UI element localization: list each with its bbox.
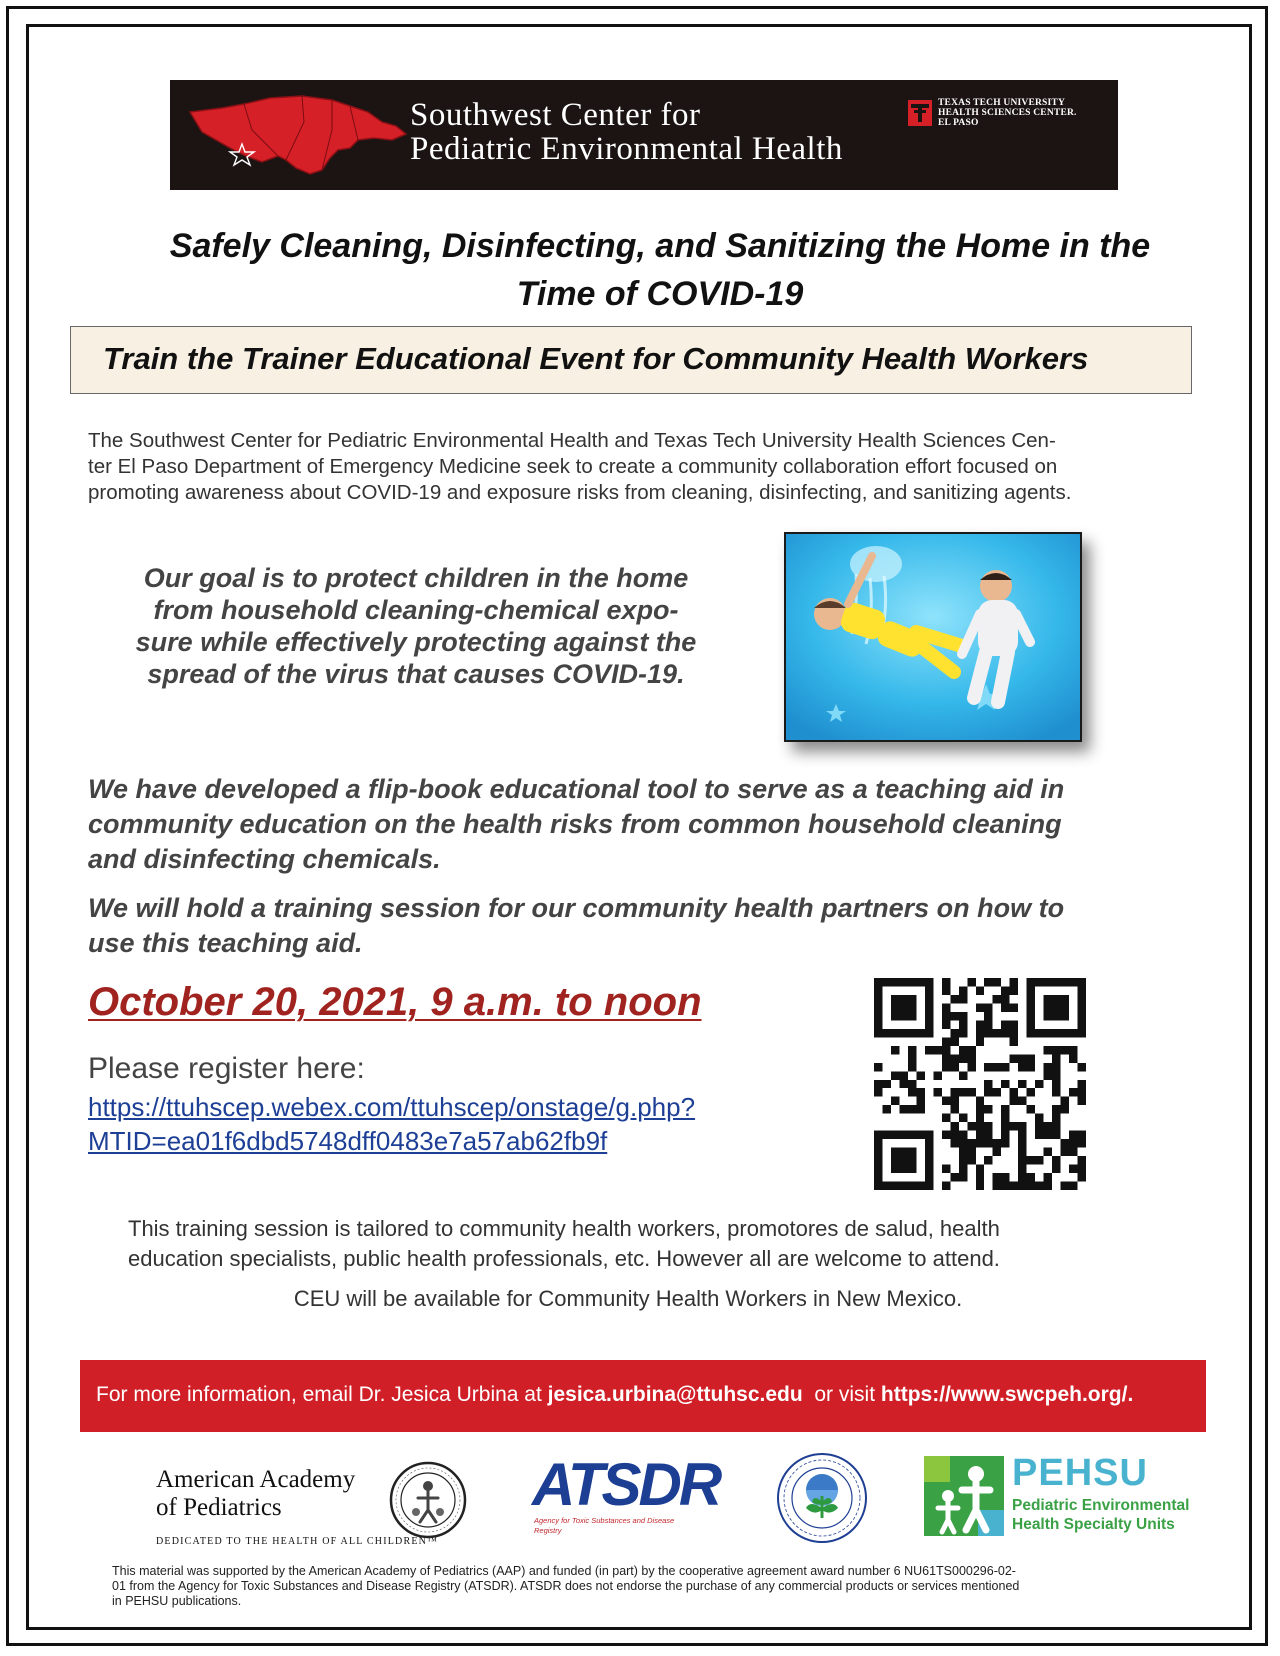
- qr-module: [993, 1029, 1001, 1037]
- qr-module: [933, 1071, 941, 1079]
- qr-module: [950, 1063, 958, 1071]
- banner-title-line: Pediatric Environmental Health: [410, 131, 843, 167]
- qr-module: [1010, 1122, 1018, 1130]
- qr-module: [950, 1054, 958, 1062]
- qr-module: [1044, 1182, 1052, 1190]
- qr-module: [899, 1071, 907, 1079]
- qr-module: [1078, 1165, 1086, 1173]
- qr-module: [942, 1131, 950, 1139]
- qr-module: [984, 1105, 992, 1113]
- southwest-map-icon: [182, 90, 412, 180]
- qr-module: [1044, 1046, 1052, 1054]
- qr-module: [950, 1012, 958, 1020]
- qr-module: [1044, 1063, 1052, 1071]
- qr-module: [1010, 986, 1018, 994]
- intro-paragraph: [88, 428, 1208, 506]
- pehsu-subtitle: [1012, 1496, 1189, 1534]
- qr-module: [984, 1122, 992, 1130]
- qr-module: [1078, 1063, 1086, 1071]
- qr-module: [1001, 1029, 1009, 1037]
- funding-footnote: [112, 1564, 1192, 1609]
- qr-module: [1078, 1139, 1086, 1147]
- goal-statement: [96, 562, 736, 690]
- qr-module: [1010, 1182, 1018, 1190]
- qr-module: [1061, 1105, 1069, 1113]
- qr-module: [1018, 1131, 1026, 1139]
- audience-line: This training session is tailored to community health workers, promotores de salud, health: [128, 1216, 1000, 1241]
- qr-module: [942, 1097, 950, 1105]
- qr-module: [950, 1088, 958, 1096]
- qr-module: [959, 1139, 967, 1147]
- subtitle: Train the Trainer Educational Event for Community Health Workers: [103, 341, 1089, 376]
- qr-module: [1001, 1114, 1009, 1122]
- qr-module: [1061, 1182, 1069, 1190]
- flipbook-paragraph: [88, 772, 1208, 877]
- qr-module: [984, 978, 992, 986]
- qr-module: [942, 1046, 950, 1054]
- qr-module: [1027, 1173, 1035, 1181]
- qr-module: [874, 1080, 882, 1088]
- qr-module: [1001, 1020, 1009, 1028]
- qr-module: [967, 1046, 975, 1054]
- pehsu-subtitle-line: Health Specialty Units: [1012, 1516, 1175, 1533]
- qr-module: [993, 1088, 1001, 1096]
- registration-link[interactable]: [88, 1090, 695, 1158]
- qr-module: [891, 995, 916, 1020]
- qr-module: [967, 1139, 975, 1147]
- qr-module: [1052, 1165, 1060, 1173]
- banner-title: [410, 98, 843, 166]
- qr-module: [984, 1131, 992, 1139]
- qr-module: [1010, 1097, 1018, 1105]
- qr-module: [1018, 1173, 1026, 1181]
- qr-module: [1001, 1105, 1009, 1113]
- qr-module: [933, 1046, 941, 1054]
- qr-module: [942, 1003, 950, 1011]
- qr-module: [976, 1131, 984, 1139]
- qr-module: [976, 1122, 984, 1130]
- qr-module: [891, 1071, 899, 1079]
- qr-module: [950, 1173, 958, 1181]
- qr-module: [908, 1105, 916, 1113]
- ttu-text: [938, 98, 1077, 128]
- flipbook-line: community education on the health risks from common household cleaning: [88, 809, 1062, 839]
- qr-module: [882, 1105, 890, 1113]
- qr-module: [993, 1173, 1001, 1181]
- qr-module: [1052, 1080, 1060, 1088]
- qr-code[interactable]: [874, 978, 1086, 1190]
- qr-module: [1078, 1088, 1086, 1096]
- qr-module: [925, 1046, 933, 1054]
- qr-module: [1044, 1122, 1052, 1130]
- qr-module: [1001, 1182, 1009, 1190]
- qr-module: [950, 1037, 958, 1045]
- qr-module: [1027, 1054, 1035, 1062]
- intro-line: The Southwest Center for Pediatric Environmental Health and Texas Tech University Health Sciences Cen-: [88, 429, 1056, 452]
- qr-module: [891, 1097, 899, 1105]
- qr-module: [1078, 1156, 1086, 1164]
- qr-module: [959, 1088, 967, 1096]
- qr-module: [942, 1182, 950, 1190]
- qr-module: [984, 1139, 992, 1147]
- qr-module: [1069, 1148, 1077, 1156]
- qr-module: [874, 1063, 882, 1071]
- qr-module: [1052, 1071, 1060, 1079]
- qr-module: [950, 1105, 958, 1113]
- qr-module: [1078, 1080, 1086, 1088]
- qr-module: [976, 1097, 984, 1105]
- qr-module: [1001, 986, 1009, 994]
- pehsu-logo: [924, 1452, 1190, 1540]
- qr-module: [874, 1088, 882, 1096]
- register-label: Please register here:: [88, 1052, 365, 1085]
- qr-module: [1035, 1156, 1043, 1164]
- qr-module: [959, 1114, 967, 1122]
- qr-module: [1010, 1003, 1018, 1011]
- qr-module: [1061, 1148, 1069, 1156]
- subtitle-box: [70, 326, 1192, 394]
- qr-module: [984, 1012, 992, 1020]
- qr-module: [950, 1097, 958, 1105]
- qr-module: [1010, 1020, 1018, 1028]
- header-banner: [170, 80, 1118, 190]
- flipbook-line: We have developed a flip-book educational tool to serve as a teaching aid in: [88, 774, 1065, 804]
- qr-module: [1001, 1063, 1009, 1071]
- qr-module: [993, 978, 1001, 986]
- qr-module: [976, 1165, 984, 1173]
- qr-module: [1027, 1182, 1035, 1190]
- qr-module: [1078, 1097, 1086, 1105]
- qr-module: [967, 1054, 975, 1062]
- qr-module: [1018, 1122, 1026, 1130]
- intro-line: ter El Paso Department of Emergency Medicine seek to create a community collaboration effort focused on: [88, 455, 1058, 478]
- pehsu-subtitle-line: Pediatric Environmental: [1012, 1497, 1190, 1514]
- ttu-line: EL PASO: [938, 118, 979, 128]
- intro-line: promoting awareness about COVID-19 and exposure risks from cleaning, disinfecting, and sanitizing agents.: [88, 481, 1072, 504]
- qr-module: [1078, 1173, 1086, 1181]
- qr-module: [1035, 1080, 1043, 1088]
- qr-module: [1001, 1173, 1009, 1181]
- qr-module: [882, 1080, 890, 1088]
- qr-module: [916, 1071, 924, 1079]
- qr-module: [984, 1003, 992, 1011]
- qr-module: [1069, 1131, 1077, 1139]
- qr-module: [993, 995, 1001, 1003]
- qr-module: [993, 1148, 1001, 1156]
- qr-module: [976, 1173, 984, 1181]
- qr-module: [942, 1037, 950, 1045]
- atsdr-name: ATSDR: [532, 1451, 720, 1518]
- qr-module: [1044, 1173, 1052, 1181]
- qr-module: [1035, 1182, 1043, 1190]
- qr-module: [959, 1012, 967, 1020]
- qr-module: [1027, 1105, 1035, 1113]
- qr-module: [1018, 1156, 1026, 1164]
- qr-module: [959, 1046, 967, 1054]
- qr-module: [976, 1003, 984, 1011]
- qr-module: [959, 1029, 967, 1037]
- pehsu-name: PEHSU: [1012, 1452, 1148, 1494]
- qr-module: [967, 1148, 975, 1156]
- qr-module: [967, 1088, 975, 1096]
- footnote-line: in PEHSU publications.: [112, 1594, 242, 1608]
- qr-module: [1027, 1063, 1035, 1071]
- qr-module: [1035, 1114, 1043, 1122]
- qr-module: [984, 1029, 992, 1037]
- contact-text: [96, 1383, 1133, 1407]
- qr-module: [891, 1148, 916, 1173]
- contact-middle: or visit: [802, 1383, 881, 1406]
- qr-module: [1052, 1114, 1060, 1122]
- qr-module: [959, 986, 967, 994]
- qr-module: [908, 1088, 916, 1096]
- qr-module: [1018, 1080, 1026, 1088]
- page-title-line: Time of COVID-19: [516, 275, 804, 313]
- qr-module: [1044, 995, 1069, 1020]
- audience-paragraph: [128, 1214, 1168, 1274]
- page-title: [100, 222, 1220, 318]
- qr-module: [1052, 1122, 1060, 1130]
- qr-module: [1001, 1139, 1009, 1147]
- qr-module: [993, 1182, 1001, 1190]
- qr-module: [942, 1020, 950, 1028]
- qr-module: [967, 1122, 975, 1130]
- qr-module: [908, 1063, 916, 1071]
- atsdr-tagline: Agency for Toxic Substances and Disease Registry: [534, 1516, 675, 1535]
- qr-module: [1018, 1063, 1026, 1071]
- qr-module: [1052, 1088, 1060, 1096]
- aap-name-line: of Pediatrics: [156, 1494, 282, 1521]
- aap-name: [156, 1466, 355, 1522]
- qr-module: [942, 1114, 950, 1122]
- ttu-line: HEALTH SCIENCES CENTER.: [938, 108, 1077, 118]
- footnote-line: 01 from the Agency for Toxic Substances and Disease Registry (ATSDR). ATSDR does not endorse the purchase of any commercial products or services mentioned: [112, 1579, 1020, 1593]
- qr-module: [959, 1165, 967, 1173]
- qr-module: [1010, 1088, 1018, 1096]
- qr-module: [1069, 1046, 1077, 1054]
- children-photo: [784, 532, 1082, 742]
- qr-module: [959, 1148, 967, 1156]
- training-line: use this teaching aid.: [88, 928, 363, 958]
- double-t-icon: [908, 100, 932, 126]
- qr-module: [1018, 1182, 1026, 1190]
- page-title-line: Safely Cleaning, Disinfecting, and Sanitizing the Home in the: [169, 227, 1151, 265]
- qr-module: [976, 1105, 984, 1113]
- qr-module: [933, 1088, 941, 1096]
- qr-module: [942, 978, 950, 986]
- contact-bar: [80, 1360, 1206, 1432]
- qr-module: [950, 1139, 958, 1147]
- qr-module: [908, 1046, 916, 1054]
- qr-module: [1052, 1131, 1060, 1139]
- qr-module: [1044, 1071, 1052, 1079]
- goal-line: Our goal is to protect children in the home: [143, 563, 689, 593]
- qr-module: [1078, 1131, 1086, 1139]
- epa-seal-icon: [776, 1452, 868, 1544]
- qr-module: [899, 1080, 907, 1088]
- qr-module: [916, 1097, 924, 1105]
- qr-module: [1052, 1105, 1060, 1113]
- qr-module: [899, 1105, 907, 1113]
- qr-module: [984, 1080, 992, 1088]
- training-line: We will hold a training session for our community health partners on how to: [88, 893, 1065, 923]
- qr-module: [976, 1182, 984, 1190]
- registration-link-line[interactable]: https://ttuhscep.webex.com/ttuhscep/onstage/g.php?: [88, 1092, 696, 1122]
- qr-module: [1069, 1165, 1077, 1173]
- qr-module: [1061, 1097, 1069, 1105]
- aap-seal-icon: [388, 1460, 468, 1540]
- qr-module: [967, 1063, 975, 1071]
- qr-module: [1035, 1131, 1043, 1139]
- audience-line: education specialists, public health professionals, etc. However all are welcome to attend.: [128, 1246, 1000, 1271]
- qr-module: [1061, 1046, 1069, 1054]
- qr-module: [1027, 1088, 1035, 1096]
- qr-module: [1044, 1148, 1052, 1156]
- qr-module: [976, 1139, 984, 1147]
- qr-module: [1010, 1054, 1018, 1062]
- qr-module: [993, 1139, 1001, 1147]
- qr-module: [959, 995, 967, 1003]
- qr-module: [1010, 978, 1018, 986]
- qr-module: [908, 1054, 916, 1062]
- website-link[interactable]: https://www.swcpeh.org/.: [880, 1383, 1134, 1406]
- goal-line: from household cleaning-chemical expo-: [153, 595, 679, 625]
- qr-module: [1018, 1165, 1026, 1173]
- qr-module: [1069, 1054, 1077, 1062]
- event-date: October 20, 2021, 9 a.m. to noon: [88, 980, 702, 1024]
- goal-line: sure while effectively protecting against the: [135, 627, 697, 657]
- qr-module: [1001, 1003, 1009, 1011]
- qr-module: [1018, 1139, 1026, 1147]
- qr-module: [959, 1054, 967, 1062]
- qr-module: [1052, 1156, 1060, 1164]
- registration-link-line[interactable]: MTID=ea01f6dbd5748dff0483e7a57ab62fb9f: [88, 1126, 608, 1156]
- qr-module: [984, 1156, 992, 1164]
- qr-module: [1010, 1037, 1018, 1045]
- qr-module: [1069, 1139, 1077, 1147]
- qr-module: [984, 1020, 992, 1028]
- qr-module: [1018, 1054, 1026, 1062]
- footnote-line: This material was supported by the American Academy of Pediatrics (AAP) and funded (in part) by the cooperative agreement award number 6 NU61TS000296-02-: [112, 1564, 1016, 1578]
- qr-module: [959, 1020, 967, 1028]
- goal-line: spread of the virus that causes COVID-19.: [147, 659, 685, 689]
- qr-module: [959, 1173, 967, 1181]
- qr-module: [1069, 1088, 1077, 1096]
- qr-module: [916, 1088, 924, 1096]
- qr-module: [916, 1105, 924, 1113]
- qr-module: [1061, 1139, 1069, 1147]
- qr-module: [959, 1071, 967, 1079]
- ttu-logo: [908, 96, 1108, 136]
- contact-email-link[interactable]: jesica.urbina@ttuhsc.edu: [547, 1383, 803, 1406]
- pehsu-family-icon: [924, 1456, 1004, 1536]
- qr-module: [942, 1165, 950, 1173]
- aap-tagline: DEDICATED TO THE HEALTH OF ALL CHILDREN™: [156, 1536, 439, 1547]
- qr-module: [959, 1156, 967, 1164]
- contact-prefix: For more information, email Dr. Jesica Urbina at: [96, 1383, 548, 1406]
- qr-module: [891, 1046, 899, 1054]
- qr-module: [967, 978, 975, 986]
- aap-logo: [152, 1460, 472, 1560]
- qr-module: [908, 1080, 916, 1088]
- qr-module: [1052, 1046, 1060, 1054]
- qr-module: [1035, 1122, 1043, 1130]
- qr-module: [976, 1020, 984, 1028]
- banner-title-line: Southwest Center for: [410, 97, 701, 133]
- flipbook-line: and disinfecting chemicals.: [88, 844, 441, 874]
- qr-module: [1001, 1122, 1009, 1130]
- atsdr-logo: [532, 1450, 720, 1540]
- children-photo-image: [786, 534, 1080, 740]
- qr-module: [942, 1012, 950, 1020]
- qr-module: [1018, 1097, 1026, 1105]
- qr-module: [942, 1063, 950, 1071]
- qr-module: [1001, 995, 1009, 1003]
- qr-module: [1069, 1182, 1077, 1190]
- qr-module: [1010, 1029, 1018, 1037]
- qr-module: [959, 1131, 967, 1139]
- qr-module: [976, 1114, 984, 1122]
- qr-module: [950, 1029, 958, 1037]
- qr-module: [950, 1131, 958, 1139]
- qr-module: [984, 1088, 992, 1096]
- qr-module: [1018, 1148, 1026, 1156]
- qr-module: [1052, 1063, 1060, 1071]
- qr-module: [950, 1122, 958, 1130]
- qr-module: [950, 995, 958, 1003]
- ttu-line: TEXAS TECH UNIVERSITY: [938, 98, 1066, 108]
- qr-module: [942, 986, 950, 994]
- ceu-note: CEU will be available for Community Health Workers in New Mexico.: [293, 1286, 963, 1311]
- qr-module: [967, 1156, 975, 1164]
- qr-module: [976, 986, 984, 994]
- training-paragraph: [88, 891, 1208, 961]
- qr-module: [1027, 1156, 1035, 1164]
- qr-module: [976, 1037, 984, 1045]
- qr-module: [942, 1054, 950, 1062]
- qr-module: [976, 1029, 984, 1037]
- qr-module: [1044, 1131, 1052, 1139]
- qr-module: [984, 1063, 992, 1071]
- qr-module: [1001, 1080, 1009, 1088]
- qr-module: [993, 1063, 1001, 1071]
- qr-module: [1052, 1054, 1060, 1062]
- qr-module: [1001, 1131, 1009, 1139]
- aap-name-line: American Academy: [156, 1466, 356, 1493]
